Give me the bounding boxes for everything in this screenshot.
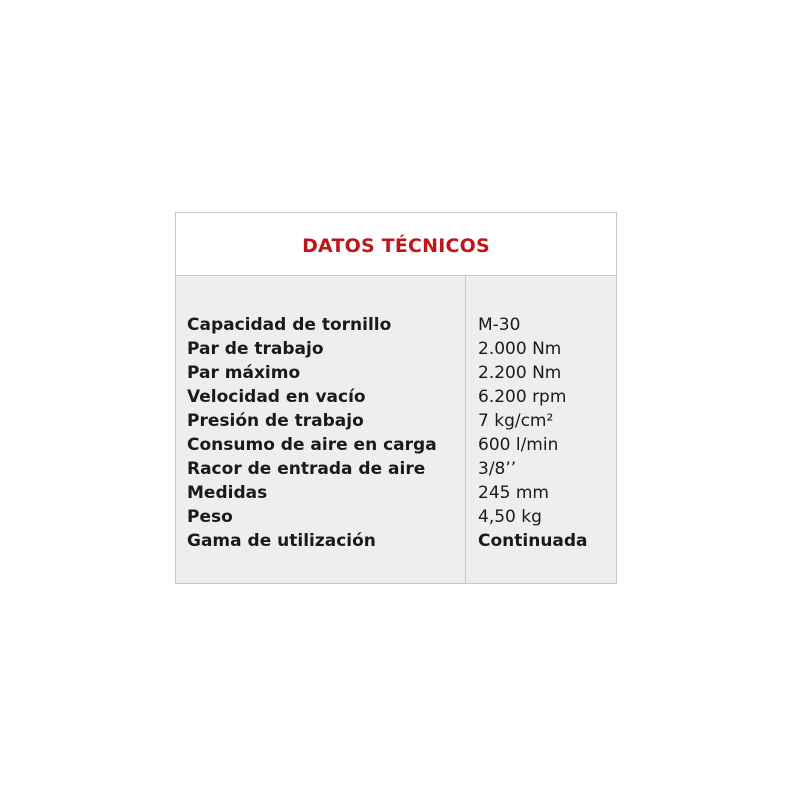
table-header (176, 213, 616, 276)
spec-label: Gama de utilización (187, 531, 376, 551)
spec-label: Racor de entrada de aire (187, 459, 426, 479)
spec-value: 2.000 Nm (478, 339, 562, 359)
spec-value: M-30 (478, 315, 521, 335)
table-row (176, 387, 616, 411)
spec-value: Continuada (478, 531, 588, 551)
table-row (176, 363, 616, 387)
table-row (176, 459, 616, 483)
spec-label: Capacidad de tornillo (187, 315, 392, 335)
table-body (176, 276, 616, 583)
spec-label: Velocidad en vacío (187, 387, 366, 407)
spec-value: 245 mm (478, 483, 549, 503)
spec-value: 7 kg/cm² (478, 411, 554, 431)
table-row (176, 435, 616, 459)
table-row (176, 531, 616, 555)
table-title: DATOS TÉCNICOS (302, 235, 490, 257)
table-row (176, 411, 616, 435)
spec-label: Par máximo (187, 363, 301, 383)
table-row (176, 339, 616, 363)
spec-value: 4,50 kg (478, 507, 542, 527)
spec-label: Peso (187, 507, 233, 527)
technical-data-table (175, 212, 617, 584)
table-row (176, 507, 616, 531)
spec-value: 6.200 rpm (478, 387, 567, 407)
spec-value: 600 l/min (478, 435, 559, 455)
spec-value: 3/8’’ (478, 459, 517, 479)
spec-label: Par de trabajo (187, 339, 324, 359)
spec-label: Medidas (187, 483, 268, 503)
table-row (176, 315, 616, 339)
spec-label: Presión de trabajo (187, 411, 364, 431)
spec-value: 2.200 Nm (478, 363, 562, 383)
table-row (176, 483, 616, 507)
spec-label: Consumo de aire en carga (187, 435, 437, 455)
